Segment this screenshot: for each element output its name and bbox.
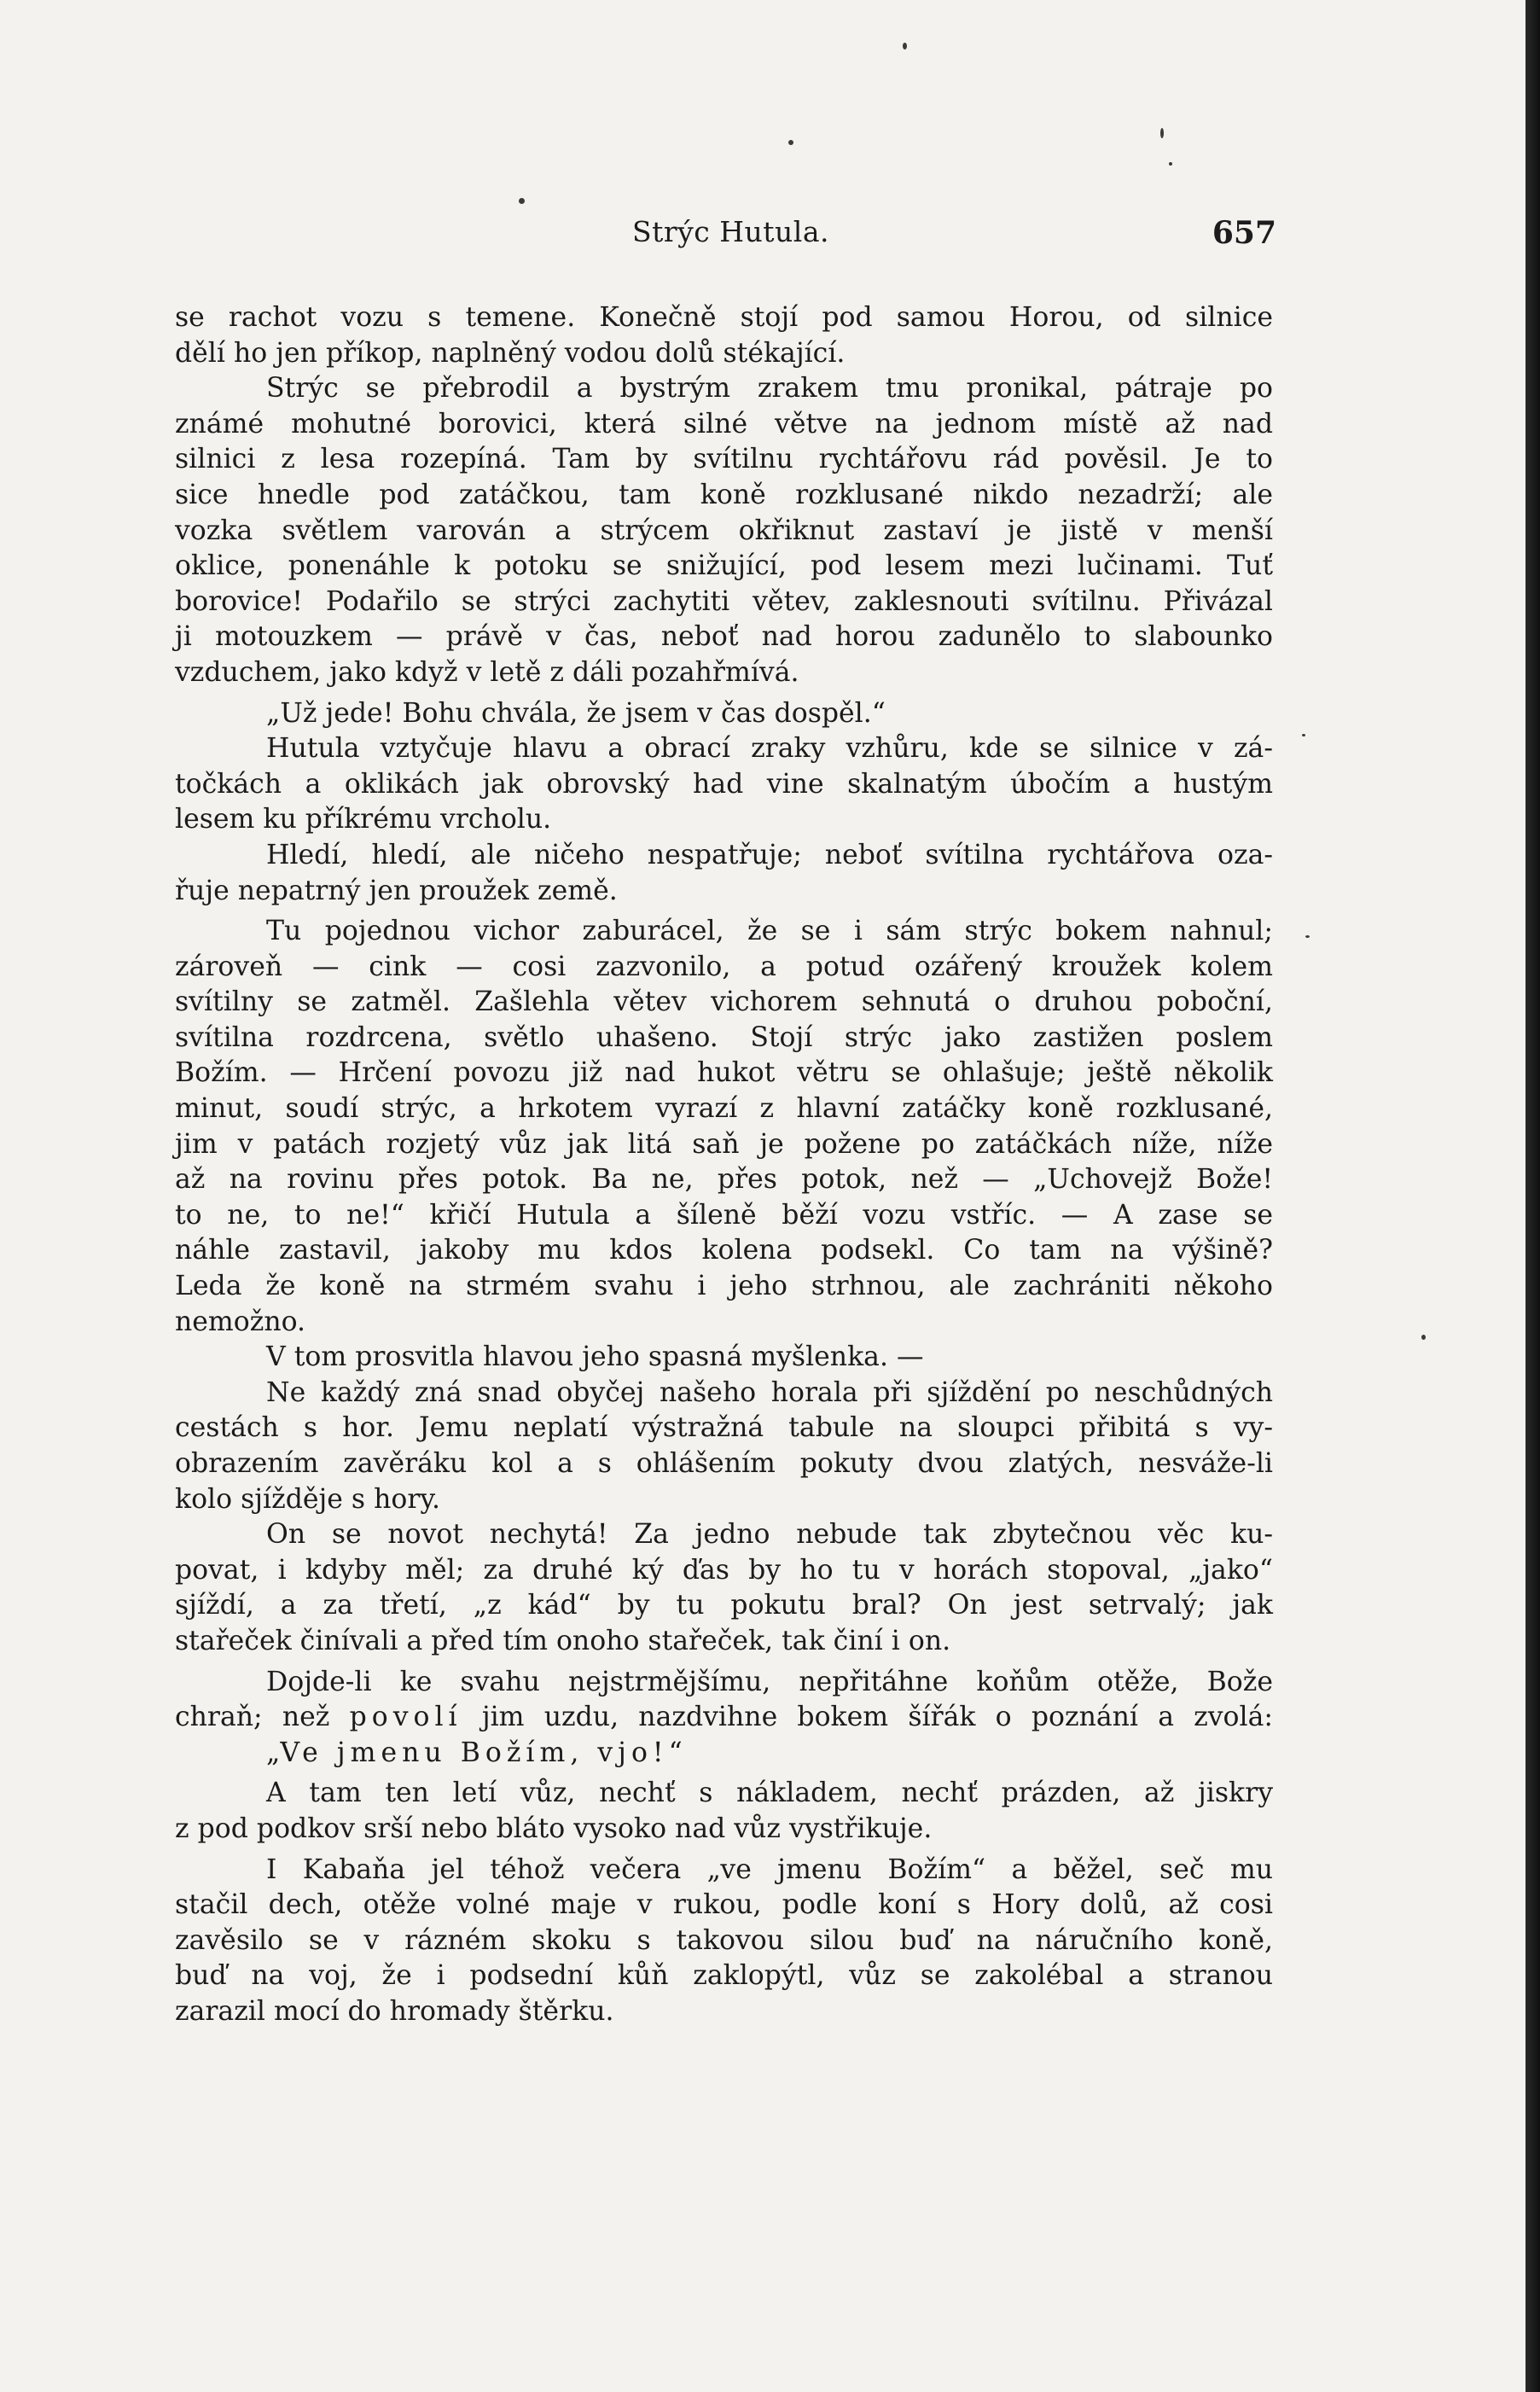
page-number: 657 [1212,215,1276,251]
text-line: Dojde-li ke svahu nejstrmějšímu, nepřitáhne koňům otěže, Bože [266,1666,1273,1697]
scan-edge [1525,0,1540,2392]
text-line: povat, i kdyby měl; za druhé ký ďas by ho tu v horách stopoval, „jako“ [175,1554,1273,1586]
text-line: Ne každý zná snad obyčej našeho horala při sjíždění po neschůdných [266,1376,1273,1408]
text-line: buď na voj, že i podsední kůň zaklopýtl, vůz se zakolébal a stranou [175,1960,1273,1992]
text-line: V tom prosvitla hlavou jeho spasná myšlenka. — [266,1341,924,1373]
scan-speck [903,43,907,49]
page-header [167,215,1276,258]
text-line: Strýc se přebrodil a bystrým zrakem tmu pronikal, pátraje po [266,373,1273,404]
text-line: svítilna rozdrcena, světlo uhašeno. Stojí strýc jako zastižen poslem [175,1021,1273,1053]
text-line: nemožno. [175,1306,306,1337]
scan-speck [788,140,793,145]
text-line: kolo sjížděje s hory. [175,1483,441,1515]
scan-speck [519,198,525,204]
text-line: minut, soudí strýc, a hrkotem vyrazí z hlavní zatáčky koně rozklusané, [175,1093,1273,1125]
text-line: obrazením zavěráku kol a s ohlášením pokuty dvou zlatých, nesváže-li [175,1448,1273,1479]
spaced-exclamation: Ve jmenu Božím, vjo! [280,1737,669,1768]
text-line: z pod podkov srší nebo bláto vysoko nad vůz vystřikuje. [175,1813,933,1844]
text-line: Božím. — Hrčení povozu již nad hukot větru se ohlašuje; ještě několik [175,1057,1273,1089]
text-line: známé mohutné borovici, která silné větve na jednom místě až nad [175,408,1273,439]
text-line: lesem ku příkrému vrcholu. [175,804,552,835]
text-line: „Už jede! Bohu chvála, že jsem v čas dospěl.“ [266,697,886,729]
text-line: se rachot vozu s temene. Konečně stojí pod samou Horou, od silnice [175,302,1273,333]
text-line: až na rovinu přes potok. Ba ne, přes potok, než — „Uchovejž Bože! [175,1164,1273,1196]
text-line: sice hnedle pod zatáčkou, tam koně rozklusané nikdo nezadrží; ale [175,479,1273,510]
text-line: zavěsilo se v rázném skoku s takovou silou buď na náručního koně, [175,1924,1273,1956]
text-line: A tam ten letí vůz, nechť s nákladem, nechť prázden, až jiskry [266,1778,1273,1809]
text-segment: jim uzdu, nazdvihne bokem šířák o poznání a zvolá: [481,1702,1273,1733]
text-line: cestách s hor. Jemu neplatí výstražná tabule na sloupci přibitá s vy- [175,1412,1273,1444]
text-line: silnici z lesa rozepíná. Tam by svítilnu rychtářovu rád pověsil. Je to [175,444,1273,475]
quote-open: „ [266,1737,281,1768]
text-line: Leda že koně na strmém svahu i jeho strhnou, ale zachrániti někoho [175,1271,1273,1302]
text-line [175,1700,1273,1736]
text-line: řuje nepatrný jen proužek země. [175,875,618,906]
text-line: vzduchem, jako když v letě z dáli pozahřmívá. [175,656,799,688]
text-line: borovice! Podařilo se strýci zachytiti větev, zaklesnouti svítilnu. Přivázal [175,585,1273,617]
text-line: to ne, to ne!“ křičí Hutula a šíleně běží vozu vstříc. — A zase se [175,1199,1273,1231]
text-line: stařeček činívali a před tím onoho stařeček, tak činí i on. [175,1625,951,1656]
text-line: oklice, ponenáhle k potoku se snižující, pod lesem mezi lučinami. Tuť [175,550,1273,582]
text-line: Hledí, hledí, ale ničeho nespatřuje; neboť svítilna rychtářova oza- [266,839,1273,870]
text-line: dělí ho jen příkop, naplněný vodou dolů stékající. [175,337,846,369]
scan-speck [1302,734,1305,736]
text-line: zároveň — cink — cosi zazvonilo, a potud ozářený kroužek kolem [175,951,1273,982]
text-line: točkách a oklikách jak obrovský had vine skalnatým úbočím a hustým [175,768,1273,800]
scan-speck [1421,1335,1426,1340]
text-line: Tu pojednou vichor zaburácel, že se i sám strýc bokem nahnul; [266,916,1273,947]
text-line: sjíždí, a za třetí, „z kád“ by tu pokutu bral? On jest setrvalý; jak [175,1590,1273,1621]
text-line [175,1736,1273,1772]
quote-close: “ [668,1737,683,1768]
scan-speck [1160,128,1164,138]
text-line: jim v patách rozjetý vůz jak litá saň je požene po zatáčkách níže, níže [175,1128,1273,1160]
text-line: svítilny se zatměl. Zašlehla větev vichorem sehnutá o druhou poboční, [175,986,1273,1018]
text-line: náhle zastavil, jakoby mu kdos kolena podsekl. Co tam na výšině? [175,1235,1273,1266]
scan-speck [1169,162,1172,166]
text-line: On se novot nechytá! Za jedno nebude tak zbytečnou věc ku- [266,1519,1273,1551]
scan-speck [1305,935,1310,938]
text-line: vozka světlem varován a strýcem okřiknut zastaví je jistě v menší [175,515,1273,546]
text-segment: chraň; než [175,1702,330,1733]
text-line: Hutula vztyčuje hlavu a obrací zraky vzhůru, kde se silnice v zá- [266,733,1273,765]
running-title: Strýc Hutula. [632,215,830,248]
text-line: ji motouzkem — právě v čas, neboť nad horou zadunělo to slabounko [175,621,1273,653]
text-line: stačil dech, otěže volné maje v rukou, podle koní s Hory dolů, až cosi [175,1889,1273,1921]
spaced-word: povolí [349,1702,462,1733]
body-text [175,300,1273,2030]
text-line: I Kabaňa jel téhož večera „ve jmenu Božím“ a běžel, seč mu [266,1854,1273,1885]
text-line: zarazil mocí do hromady štěrku. [175,1995,614,2027]
